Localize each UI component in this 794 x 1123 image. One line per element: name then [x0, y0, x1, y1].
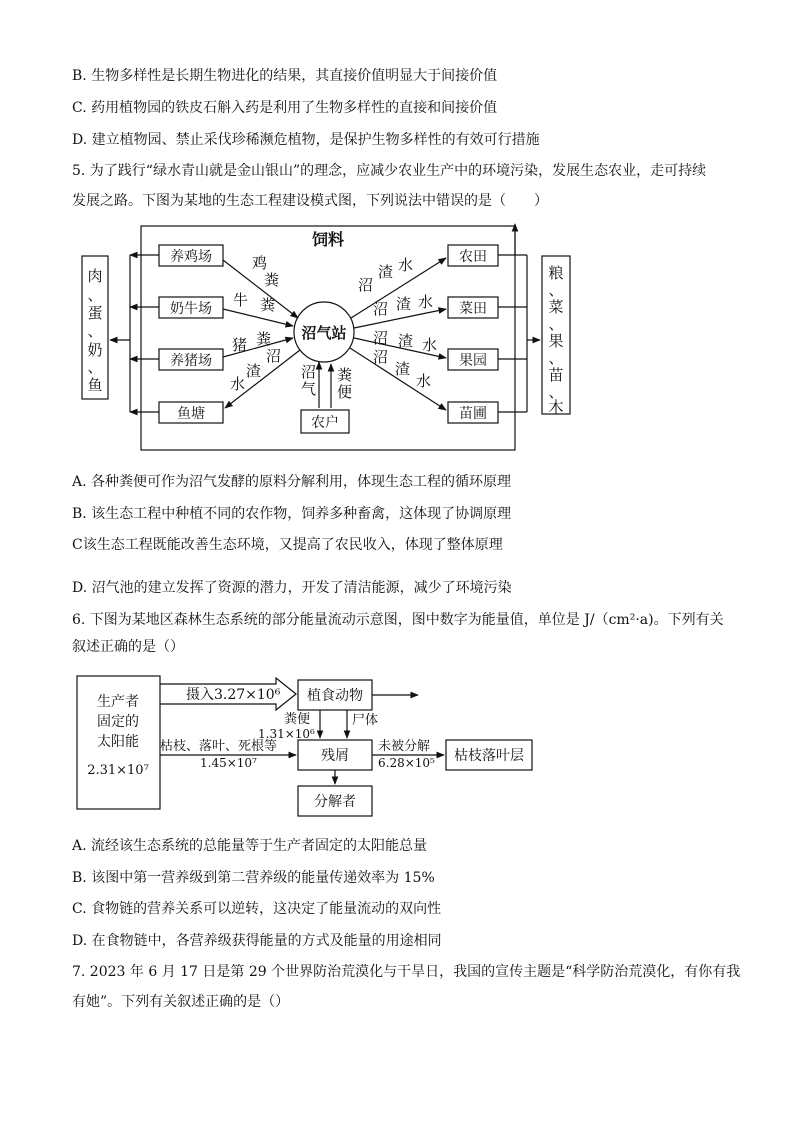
intake-label: 摄入3.27×10⁶: [186, 687, 281, 703]
dairy-farm-label: 奶牛场: [170, 301, 212, 317]
decomposer-label: 分解者: [314, 794, 356, 810]
herbivore-label: 植食动物: [307, 688, 363, 704]
right-output-3: 果: [548, 332, 564, 350]
svg-text:、: 、: [87, 286, 103, 304]
q4-option-b: B. 生物多样性是长期生物进化的结果，其直接价值明显大于间接价值: [72, 68, 498, 84]
svg-text:、: 、: [548, 315, 564, 333]
vegetable-field-label: 菜田: [459, 301, 487, 317]
left-output-1: 肉: [87, 267, 103, 285]
svg-text:、: 、: [87, 322, 103, 340]
q6-option-b: B. 该图中第一营养级到第二营养级的能量传递效率为 15%: [72, 870, 435, 886]
left-output-4: 鱼: [87, 376, 103, 394]
q4-option-c: C. 药用植物园的铁皮石斛入药是利用了生物多样性的直接和间接价值: [72, 100, 498, 116]
q6-option-c: C. 食物链的营养关系可以逆转，这决定了能量流动的双向性: [72, 901, 442, 917]
fish-pond-label: 鱼塘: [177, 406, 205, 422]
q6-energy-flow-diagram: [72, 670, 542, 820]
pig-label-2: 粪: [256, 330, 272, 348]
feed-label: 饲料: [311, 230, 345, 249]
r1-label-3: 水: [398, 256, 414, 274]
producer-label-1: 生产者: [97, 694, 139, 710]
q5-option-b: B. 该生态工程中种植不同的农作物，饲养多种畜禽，这体现了协调原理: [72, 506, 512, 522]
corpse-label: 尸体: [352, 713, 379, 728]
svg-text:、: 、: [548, 383, 564, 401]
r4-label-1: 沼: [373, 348, 389, 366]
q6-stem-line1: 6. 下图为某地区森林生态系统的部分能量流动示意图，图中数字为能量值，单位是 J/（cm²·a)。下列有关: [72, 612, 724, 628]
orchard-label: 果园: [459, 353, 487, 369]
chicken-farm-label: 养鸡场: [170, 249, 212, 265]
right-output-5: 木: [548, 398, 564, 416]
r3-label-1: 沼: [373, 329, 389, 347]
q5-option-a: A. 各种粪便可作为沼气发酵的原料分解利用，体现生态工程的循环原理: [72, 474, 512, 490]
litter-in-label: 枯枝、落叶、死根等: [160, 739, 278, 754]
pig-label-1: 猪: [232, 336, 248, 354]
fish-label-3: 水: [230, 375, 246, 393]
chicken-label-2: 粪: [264, 271, 280, 289]
q6-option-d: D. 在食物链中，各营养级获得能量的方式及能量的用途相同: [72, 933, 442, 949]
svg-text:、: 、: [548, 281, 564, 299]
q5-option-c: C该生态工程既能改善生态环境，又提高了农民收入，体现了整体原理: [72, 537, 503, 553]
biogas-label-1: 沼: [301, 363, 317, 381]
right-output-1: 粮: [548, 264, 564, 282]
q4-option-d: D. 建立植物园、禁止采伐珍稀濒危植物，是保护生物多样性的有效可行措施: [72, 132, 540, 148]
r3-label-3: 水: [422, 336, 438, 354]
producer-value: 2.31×10⁷: [87, 763, 149, 778]
q7-stem-line2: 有她”。下列有关叙述正确的是（）: [72, 994, 290, 1010]
manure-label-2: 便: [337, 383, 353, 401]
q5-stem-line2: 发展之路。下图为某地的生态工程建设模式图，下列说法中错误的是（ ）: [72, 193, 548, 209]
cow-label-2: 粪: [260, 296, 276, 314]
right-output-2: 菜: [548, 298, 564, 316]
biogas-label-2: 气: [301, 380, 317, 398]
chicken-label-1: 鸡: [252, 254, 268, 272]
undecomposed-value: 6.28×10⁵: [378, 756, 435, 770]
pig-farm-label: 养猪场: [170, 353, 212, 369]
farmland-label: 农田: [459, 249, 487, 265]
r1-label-2: 渣: [378, 263, 394, 281]
r4-label-3: 水: [416, 372, 432, 390]
household-label: 农户: [311, 415, 339, 431]
q7-stem-line1: 7. 2023 年 6 月 17 日是第 29 个世界防治荒漠化与干旱日，我国的宣传主题是“科学防治荒漠化，有你有我: [72, 964, 741, 980]
undecomposed-label: 未被分解: [378, 739, 431, 754]
cow-label-1: 牛: [233, 291, 249, 309]
q6-option-a: A. 流经该生态系统的总能量等于生产者固定的太阳能总量: [72, 838, 428, 854]
feces-label: 粪便: [284, 712, 311, 727]
fish-label-2: 渣: [246, 362, 262, 380]
r2-label-3: 水: [418, 293, 434, 311]
q5-option-d: D. 沼气池的建立发挥了资源的潜力，开发了清洁能源，减少了环境污染: [72, 580, 512, 596]
q5-eco-diagram: [78, 218, 598, 458]
nursery-label: 苗圃: [459, 406, 487, 422]
r3-label-2: 渣: [398, 332, 414, 350]
debris-label: 残屑: [321, 748, 349, 764]
litter-in-value: 1.45×10⁷: [200, 756, 257, 770]
right-output-4: 苗: [548, 366, 564, 384]
r4-label-2: 渣: [395, 360, 411, 378]
feces-value: 1.31×10⁶: [258, 727, 315, 741]
producer-label-2: 固定的: [97, 714, 139, 730]
litter-layer-label: 枯枝落叶层: [454, 748, 524, 764]
producer-label-3: 太阳能: [97, 734, 139, 750]
left-output-2: 蛋: [87, 304, 103, 322]
biogas-station-label: 沼气站: [301, 324, 347, 342]
r2-label-1: 沼: [373, 300, 389, 318]
r1-label-1: 沼: [358, 276, 374, 294]
fish-label-1: 沼: [266, 347, 282, 365]
q6-stem-line2: 叙述正确的是（）: [72, 639, 184, 655]
svg-text:、: 、: [87, 358, 103, 376]
r2-label-2: 渣: [396, 295, 412, 313]
left-output-3: 奶: [87, 341, 103, 359]
svg-text:、: 、: [548, 349, 564, 367]
manure-label-1: 粪: [337, 366, 353, 384]
q5-stem-line1: 5. 为了践行“绿水青山就是金山银山”的理念，应减少农业生产中的环境污染，发展生态农业，走可持续: [72, 163, 707, 179]
